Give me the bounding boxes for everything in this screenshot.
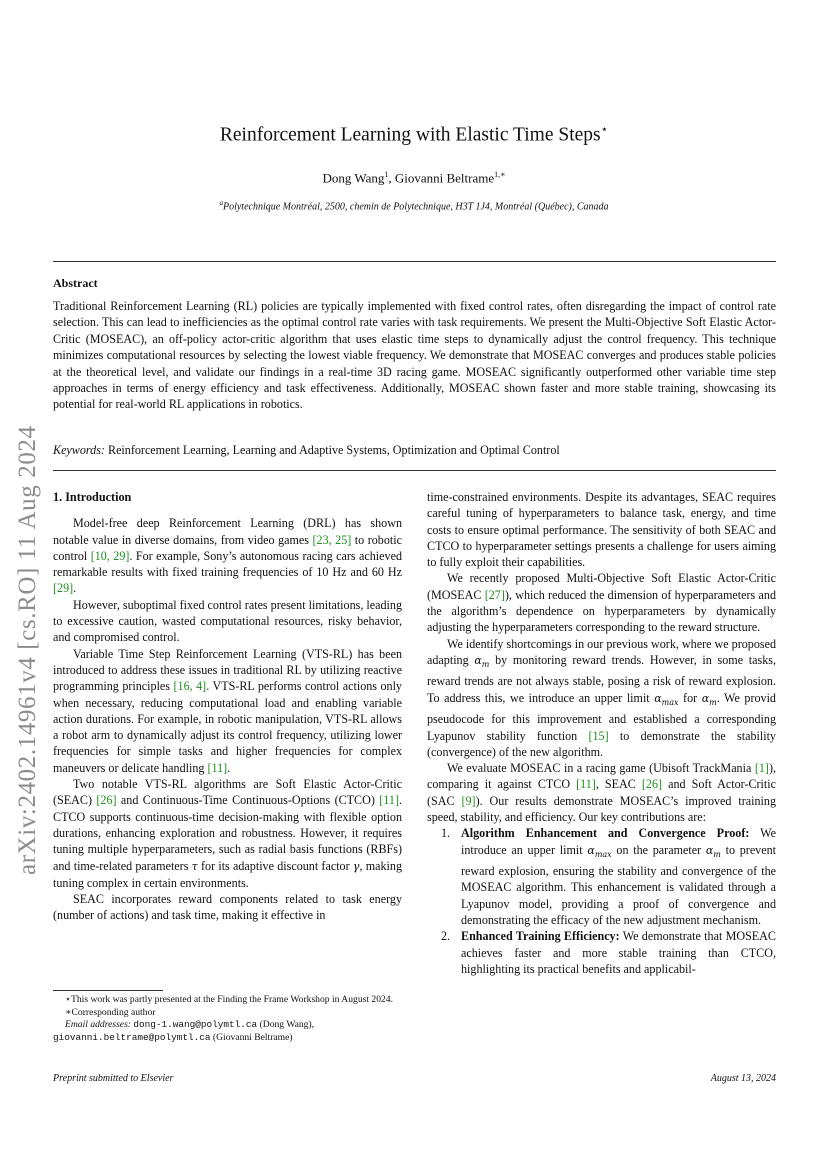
citation-link[interactable]: [16, 4] [173,679,207,694]
author-1: Dong Wang [322,170,385,186]
citation-link[interactable]: [15] [588,728,609,743]
keywords-text: Reinforcement Learning, Learning and Adaptive Systems, Optimization and Optimal Control [108,443,560,457]
math-alpha-m: $\alpha_m$ [705,843,721,859]
intro-paragraph-3: Variable Time Step Reinforcement Learning (VTS-RL) has been introduced to address these issues in traditional RL by utilizing reactive programming principles [16, 4]. VTS-RL performs control actions only when necessary, reducing computational load and enabling variable action durations. For example, in robotic manipulation, VTS-RL allows a robot arm to dynamically adjust its control frequency, utilizing lower frequencies for simple tasks and higher frequencies for complex maneuvers or delicate handling [11]. [53,646,402,775]
footnote-workshop: ⋆This work was partly presented at the Finding the Frame Workshop in August 2024. [65,994,394,1005]
citation-link[interactable]: [26] [641,777,663,792]
email-link[interactable]: giovanni.beltrame@polymtl.ca [53,1031,211,1043]
math-alpha-max: $\alpha_{max}$ [654,691,679,707]
citation-link[interactable]: [23, 25] [312,532,352,547]
math-tau: τ [191,859,198,873]
keywords [53,443,776,458]
author-2: Giovanni Beltrame [394,170,495,186]
intro-paragraph-6: We recently proposed Multi-Objective Soft Elastic Actor-Critic (MOSEAC [27]), which reduced the dimension of hyperparameters and the algorithm’s dependence on hyperparameters by dynamically adjusting the hyperparameters corresponding to the reward structure. [427,571,777,635]
email-link[interactable]: dong-1.wang@polymtl.ca [133,1019,258,1031]
citation-link[interactable]: [9] [461,793,476,808]
abstract-bottom-rule [53,470,776,471]
footnotes [53,994,402,1044]
list-item: 1. Algorithm Enhancement and Convergence Proof: We introduce an upper limit $\alpha_{max}$ on the parameter $\alpha_m$ to prevent reward explosion, ensuring the stability and convergence of the MOSEAC algorithm. This enhancement is validated through a Lyapunov model, providing a proof of convergence and demonstrating the efficacy of the new adjustment mechanism. [441,826,777,927]
citation-link[interactable]: [29] [53,581,74,596]
contribution-list [427,825,776,977]
citation-link[interactable]: [27] [484,587,505,602]
citation-link[interactable]: [10, 29] [90,548,130,563]
list-item: 2. Enhanced Training Efficiency: We demonstrate that MOSEAC achieves faster and more stable training than CTCO, highlighting its practical benefits and applicabil- [441,929,776,976]
right-column [427,489,776,977]
math-alpha-m: $\alpha_m$ [474,653,490,670]
left-column [53,489,402,924]
affiliation: $^a$Polytechnique Montréal, 2500, chemin de Polytechnique, H3T 1J4, Montréal (Québec), Canada [219,199,609,213]
intro-paragraph-4: Two notable VTS-RL algorithms are Soft Elastic Actor-Critic (SEAC) [26] and Continuous-Time Continuous-Options (CTCO) [11]. CTCO supports continuous-time decision-making with flexible option durations, enhancing exploration and robustness. However, it requires tuning multiple hyperparameters, such as radial basis functions (RBFs) and time-related parameters τ for its adaptive discount factor γ, making tuning complex in certain environments. [53,777,403,890]
intro-paragraph-7: We identify shortcomings in our previous work, where we proposed adapting $\alpha_m$ by monitoring reward trends. However, in some tasks, reward trends are not always stable, posing a risk of reward explosion. To address this, we introduce an upper limit $\alpha_{max}$ for $\alpha_m$. We provid pseudocode for this improvement and established a corresponding Lyapunov stability function [15] to demonstrate the stability (convergence) of the new algorithm. [427,636,776,759]
footnote-rule [53,990,163,991]
intro-paragraph-8: We evaluate MOSEAC in a racing game (Ubisoft TrackMania [1]), comparing it against CTCO [11], SEAC [26] and Soft Actor-Critic (SAC [9]). Our results demonstrate MOSEAC’s improved training speed, stability, and efficiency. Our key contributions are: [427,761,777,825]
footnote-corresponding: ∗Corresponding author [65,1006,156,1018]
section-heading-introduction: 1. Introduction [53,490,132,504]
citation-link[interactable]: [1] [754,761,769,776]
intro-paragraph-5-continued: time-constrained environments. Despite its advantages, SEAC requires careful tuning of hyperparameters to balance task, energy, and time costs to ensure optimal performance. The sensitivity of both SEAC and CTCO to hyperparameter settings presents a challenge for users aiming to fully exploit their capabilities. [427,490,776,570]
citation-link[interactable]: [26] [96,793,117,808]
abstract-heading: Abstract [53,276,98,290]
math-alpha-m: $\alpha_m$ [701,691,717,707]
citation-link[interactable]: [11] [207,760,228,775]
citation-link[interactable]: [11] [576,777,596,792]
abstract-text: Traditional Reinforcement Learning (RL) policies are typically implemented with fixed control rates, often disregarding the impact of control rate selection. This can lead to inefficiencies as the optimal control rate varies with task requirements. We present the Multi-Objective Soft Elastic Actor-Critic (MOSEAC), an off-policy actor-critic algorithm that uses elastic time steps to dynamically adjust the control frequency. This technique minimizes computational resources by selecting the lowest viable frequency. We demonstrate that MOSEAC converges and produces stable policies at the theoretical level, and validate our findings in a real-time 3D racing game. MOSEAC significantly outperformed other variable time step approaches in terms of energy efficiency and task effectiveness. Additionally, MOSEAC shown faster and more stable training, showcasing its potential for real-world RL applications in robotics. [53,299,776,412]
keywords-label: Keywords: [53,443,105,457]
intro-paragraph-1: Model-free deep Reinforcement Learning (DRL) has shown notable value in diverse domains, from video games [23, 25] to robotic control [10, 29]. For example, Sony’s autonomous racing cars achieved remarkable results with fixed training frequencies of 10 Hz and 60 Hz [29]. [53,516,402,596]
paper-title: Reinforcement Learning with Elastic Time Steps⋆ [219,122,609,146]
abstract-top-rule [53,261,776,262]
intro-paragraph-2: However, suboptimal fixed control rates present limitations, leading to excessive caution, wasted computational resources, risky behavior, and compromised control. [53,597,402,645]
author-list: Dong Wang$^1$, Giovanni Beltrame$^{1,∗}$ [322,170,506,186]
intro-paragraph-5: SEAC incorporates reward components related to task energy (number of actions) and task time, making it effective in [53,892,402,923]
citation-link[interactable]: [11] [379,793,399,808]
footer-preprint-note: Preprint submitted to Elsevier [53,1073,174,1084]
arxiv-identifier-stamp[interactable]: arXiv:2402.14961v4 [cs.RO] 11 Aug 2024 [14,425,41,875]
footnote-emails: Email addresses: dong-1.wang@polymtl.ca (Dong Wang), giovanni.beltrame@polymtl.ca (Giovanni Beltrame) [53,1019,315,1043]
footer-date: August 13, 2024 [710,1073,776,1084]
math-gamma: γ [352,859,360,873]
title-footnote-mark: ⋆ [600,122,609,136]
math-alpha-max: $\alpha_{max}$ [587,843,612,859]
